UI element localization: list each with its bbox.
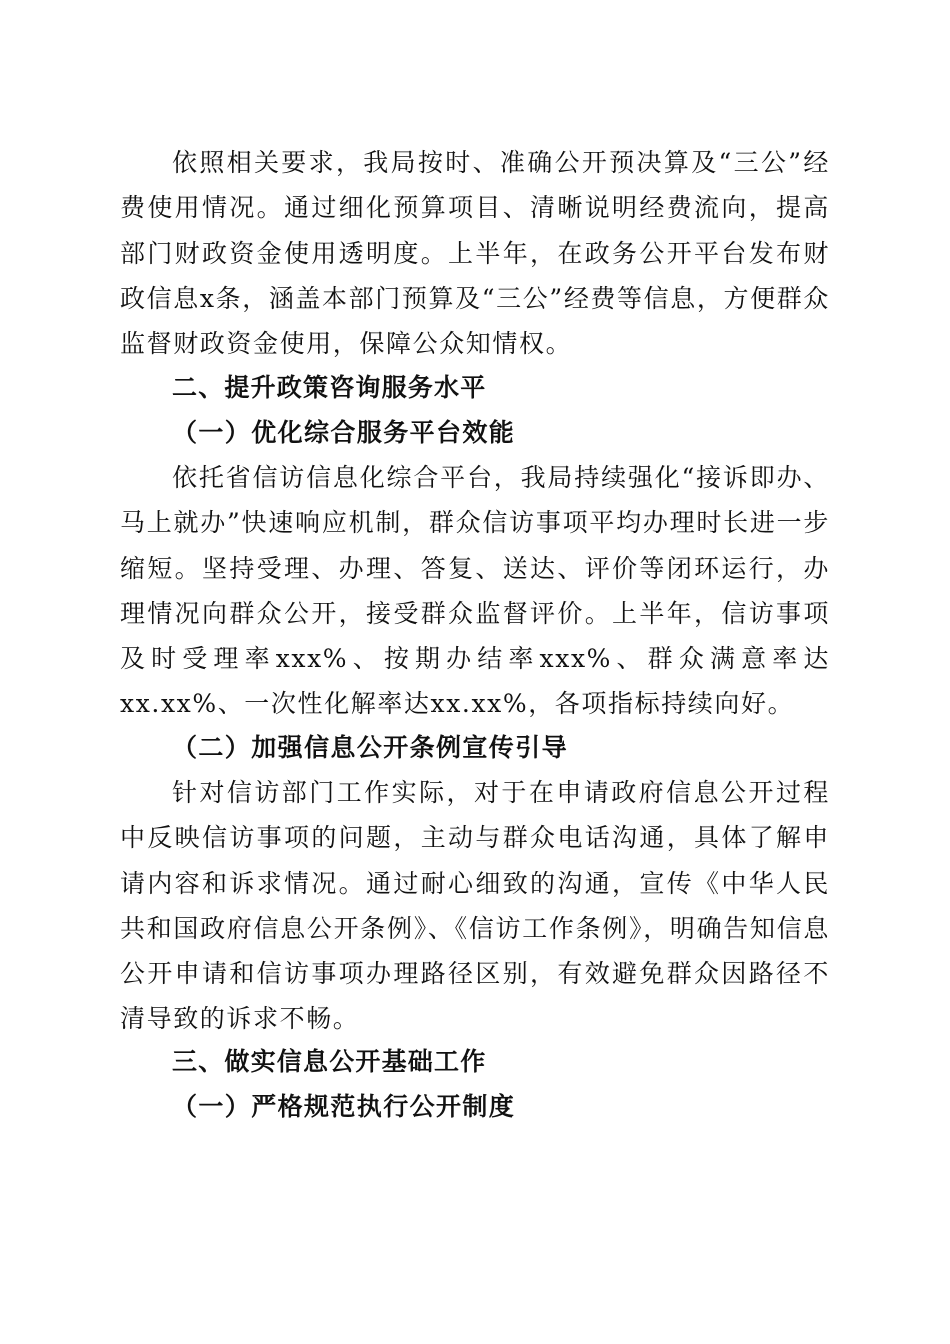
section-heading-disclosure-foundation: 三、做实信息公开基础工作 (172, 1047, 487, 1076)
subsection-heading-disclosure-system: （一）严格规范执行公开制度 (172, 1092, 516, 1121)
paragraph-budget-disclosure: 依照相关要求，我局按时、准确公开预决算及“三公”经费使用情况。通过细化预算项目、清晰说明经费流向，提高部门财政资金使用透明度。上半年，在政务公开平台发布财政信息x条，涵盖本部门预算及“三公”经费等信息，方便群众监督财政资金使用，保障公众知情权。 (120, 148, 830, 359)
subsection-heading-service-platform: （一）优化综合服务平台效能 (172, 418, 516, 447)
subsection-heading-regulation-promotion: （二）加强信息公开条例宣传引导 (172, 733, 569, 762)
section-heading-policy-consultation: 二、提升政策咨询服务水平 (172, 373, 487, 402)
paragraph-service-platform: 依托省信访信息化综合平台，我局持续强化“接诉即办、马上就办”快速响应机制，群众信访事项平均办理时长进一步缩短。坚持受理、办理、答复、送达、评价等闭环运行，办理情况向群众公开，接受群众监督评价。上半年，信访事项及时受理率xxx%、按期办结率xxx%、群众满意率达xx.xx%、一次性化解率达xx.xx%，各项指标持续向好。 (120, 463, 830, 719)
paragraph-regulation-promotion: 针对信访部门工作实际，对于在申请政府信息公开过程中反映信访事项的问题，主动与群众电话沟通，具体了解申请内容和诉求情况。通过耐心细致的沟通，宣传《中华人民共和国政府信息公开条例》、《信访工作条例》，明确告知信息公开申请和信访事项办理路径区别，有效避免群众因路径不清导致的诉求不畅。 (120, 778, 830, 1034)
